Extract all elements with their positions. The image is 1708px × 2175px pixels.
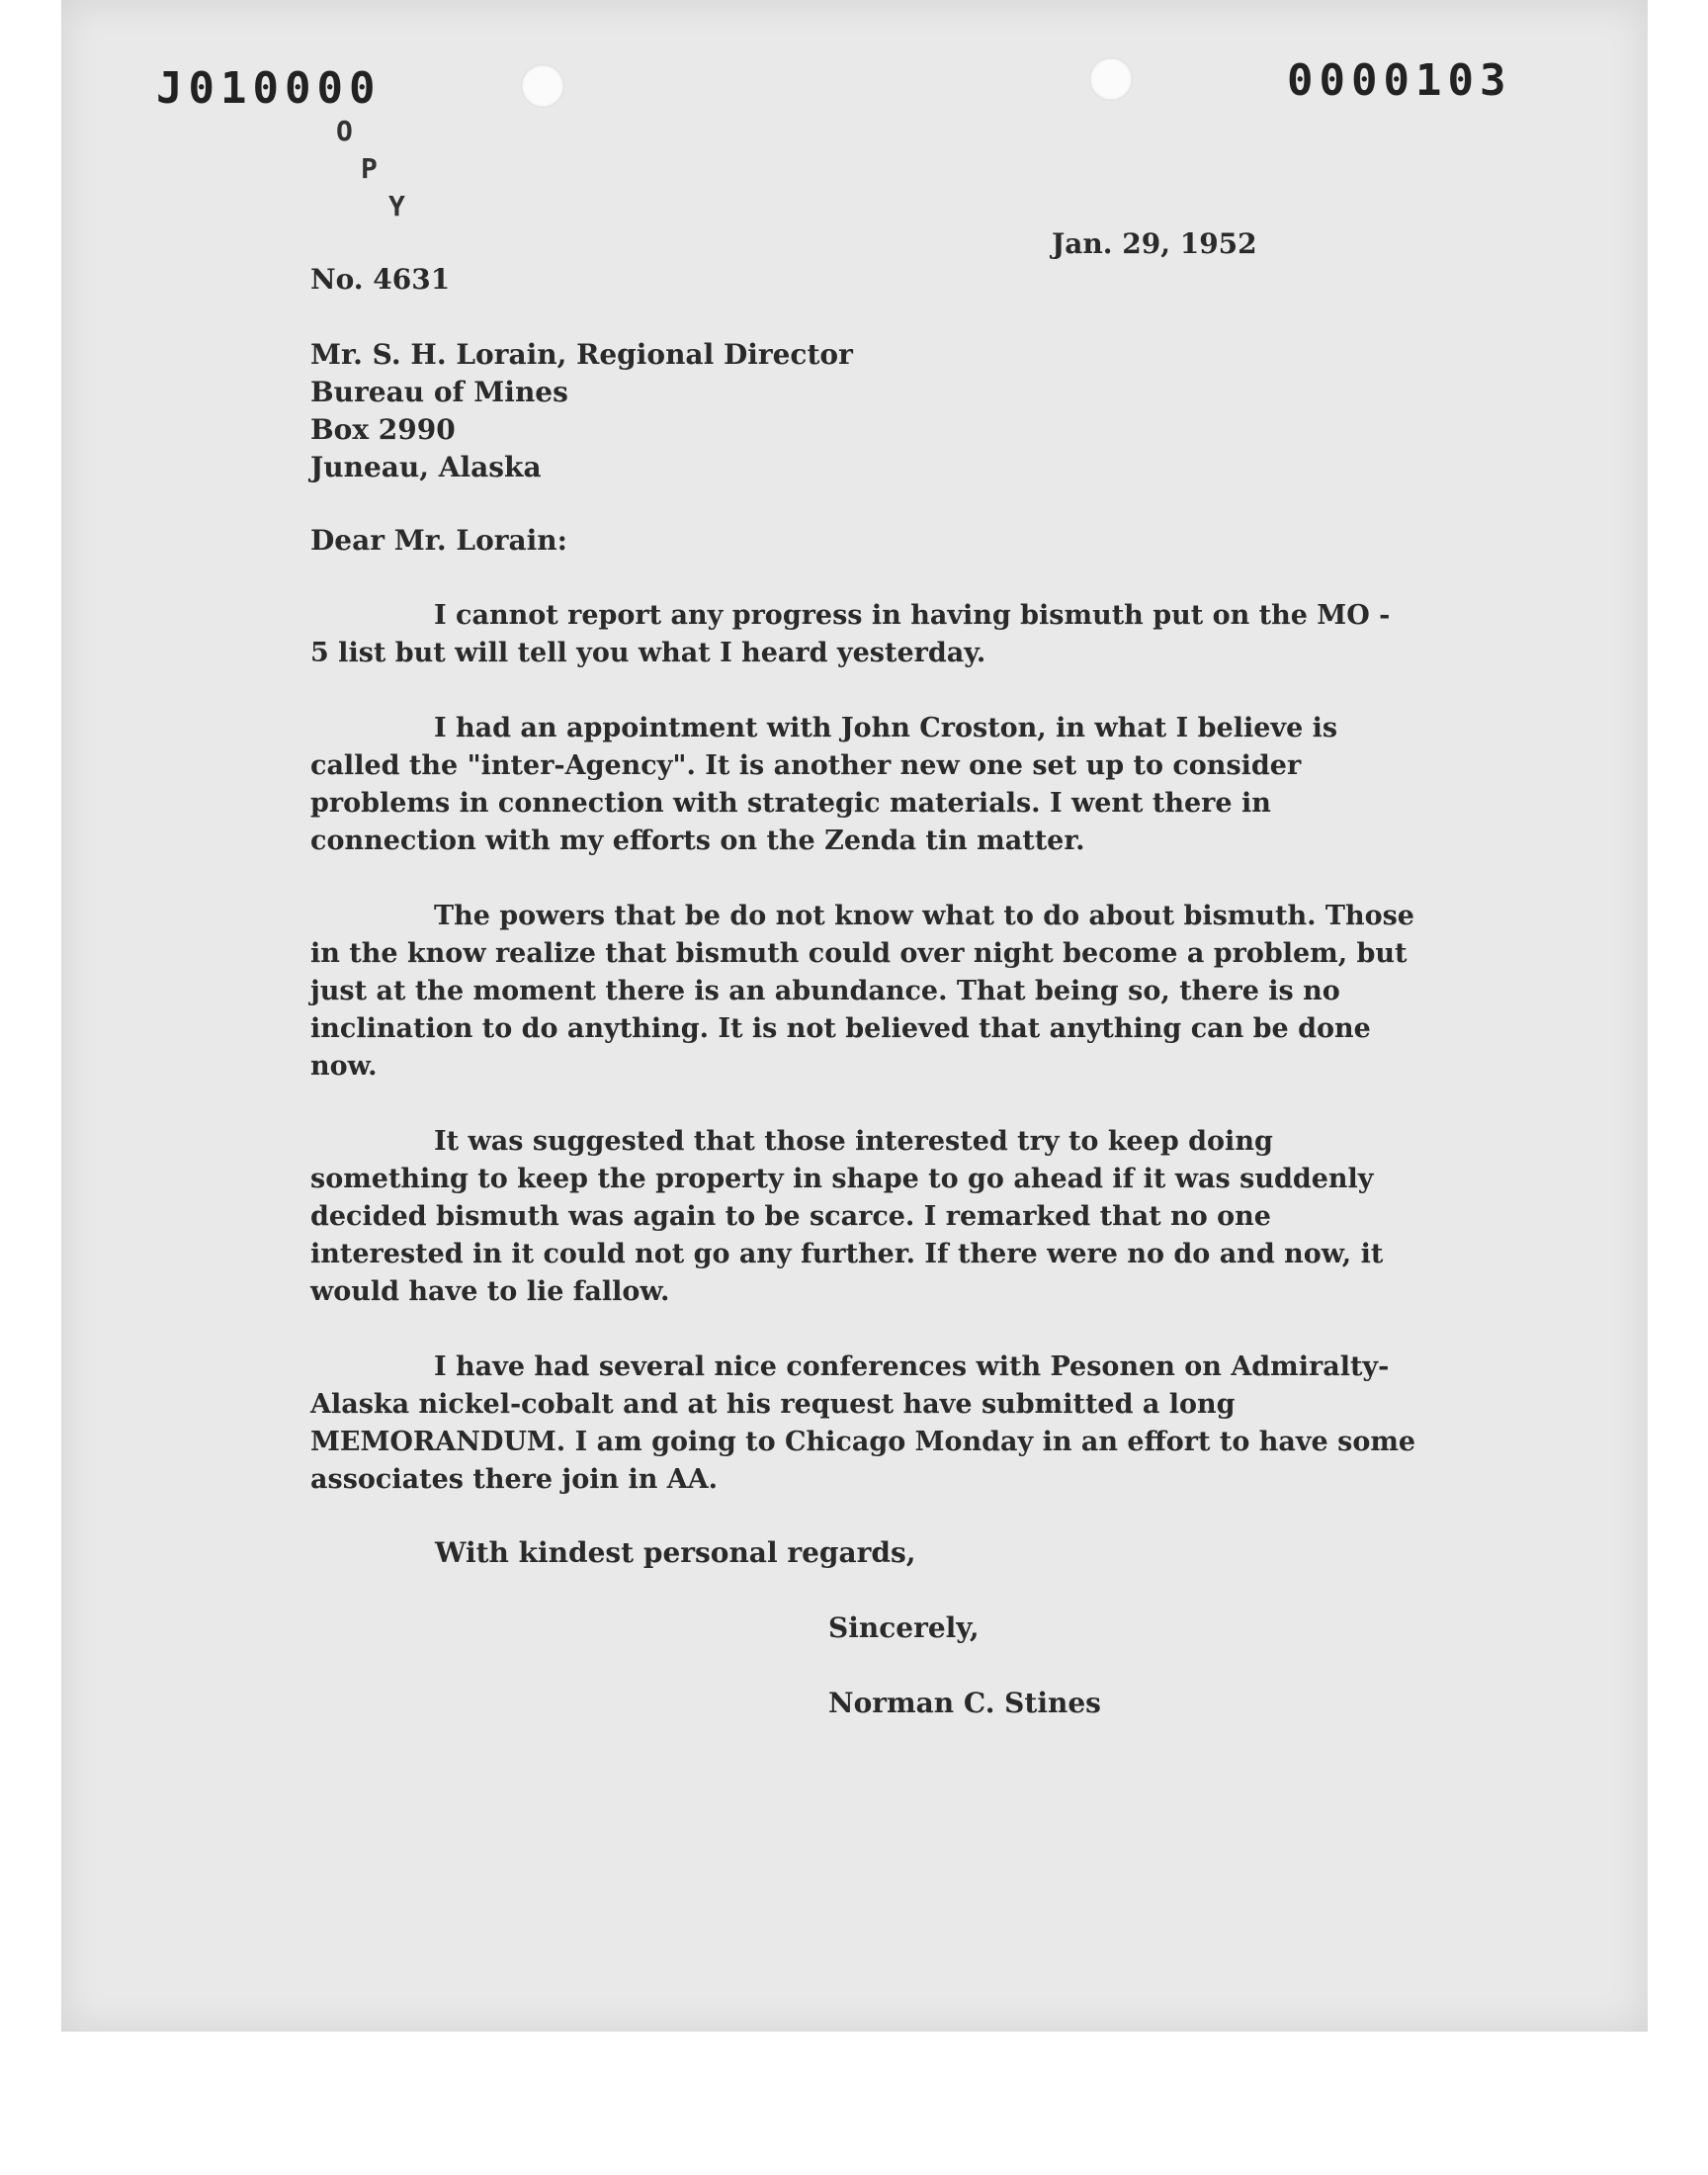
reference-number: No. 4631 (310, 263, 451, 296)
copy-mark-letter: O (336, 115, 353, 147)
signer-name: Norman C. Stines (828, 1687, 1101, 1719)
address-line: Mr. S. H. Lorain, Regional Director (310, 338, 853, 371)
punch-hole-right (1089, 57, 1133, 101)
letter-date: Jan. 29, 1952 (1052, 227, 1257, 260)
sign-off: Sincerely, (828, 1611, 980, 1644)
closing-line: With kindest personal regards, (435, 1536, 916, 1569)
copy-mark-letter: P (361, 152, 378, 185)
letter-body (310, 597, 1417, 1536)
address-line: Box 2990 (310, 413, 456, 446)
body-paragraph: I cannot report any progress in having bismuth put on the MO - 5 list but will tell you what I heard yesterday. (310, 600, 1391, 668)
salutation: Dear Mr. Lorain: (310, 524, 567, 557)
address-line: Bureau of Mines (310, 376, 568, 408)
punch-hole-left (521, 64, 564, 108)
stamp-number-right: 0000103 (1287, 55, 1512, 106)
body-paragraph: It was suggested that those interested try to keep doing something to keep the property in shape to go ahead if it was suddenly decided bismuth was again to be scarce. I remarked that no one interested in it could not go any further. If there were no do and now, it would have to lie fallow. (310, 1126, 1384, 1307)
body-paragraph: The powers that be do not know what to do about bismuth. Those in the know realize that bismuth could over night become a problem, but just at the moment there is an abundance. That being so, there is no inclination to do anything. It is not believed that anything can be done now. (310, 901, 1414, 1082)
copy-mark-letter: Y (388, 190, 405, 222)
recipient-address (310, 336, 853, 486)
address-line: Juneau, Alaska (310, 451, 542, 483)
body-paragraph: I had an appointment with John Croston, in what I believe is called the "inter-Agency". It is another new one set up to consider problems in connection with strategic materials. I went there in connection with my efforts on the Zenda tin matter. (310, 713, 1338, 856)
body-paragraph: I have had several nice conferences with Pesonen on Admiralty-Alaska nickel-cobalt and at his request have submitted a long MEMORANDUM. I am going to Chicago Monday in an effort to have some associates there join in AA. (310, 1351, 1416, 1495)
stamp-number-left: J010000 (156, 63, 382, 114)
